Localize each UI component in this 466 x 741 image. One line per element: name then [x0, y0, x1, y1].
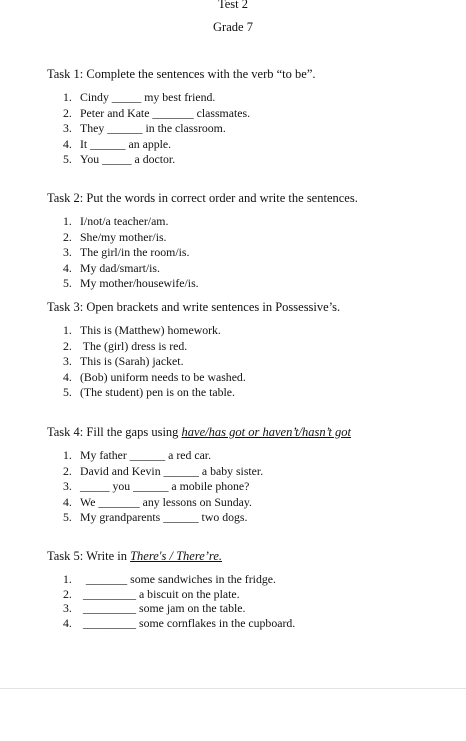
task2-list — [63, 214, 199, 292]
item-number: 1. — [63, 448, 72, 462]
item-number: 2. — [63, 105, 72, 120]
item-number: 3. — [63, 354, 72, 369]
page-divider — [0, 688, 466, 689]
item-number: 3. — [63, 601, 72, 615]
item-text: They ______ in the classroom. — [80, 121, 226, 136]
list-item — [63, 479, 263, 495]
item-text: We _______ any lessons on Sunday. — [80, 494, 252, 509]
task4-title-havent-got: haven’t/hasn’t got — [262, 425, 352, 439]
list-item — [63, 152, 250, 168]
item-text: This is (Sarah) jacket. — [80, 354, 184, 369]
item-number: 4. — [63, 494, 72, 509]
task5-list — [63, 572, 295, 630]
item-text: My dad/smart/is. — [80, 260, 160, 275]
task4-list — [63, 448, 263, 526]
item-number: 2. — [63, 586, 72, 601]
list-item — [63, 137, 250, 153]
task4-title — [47, 425, 351, 440]
list-item — [63, 106, 250, 122]
item-number: 1. — [63, 572, 72, 586]
item-text: The (girl) dress is red. — [80, 338, 188, 353]
item-number: 3. — [63, 121, 72, 136]
list-item — [63, 323, 246, 339]
item-number: 5. — [63, 276, 72, 291]
list-item — [63, 572, 295, 587]
list-item — [63, 370, 246, 386]
item-number: 4. — [63, 136, 72, 151]
list-item — [63, 121, 250, 137]
list-item — [63, 276, 199, 292]
task5-title-prefix: Task 5: Write in — [47, 549, 131, 563]
item-text: (The student) pen is on the table. — [80, 385, 235, 400]
item-text: _________ a biscuit on the plate. — [80, 586, 240, 601]
list-item — [63, 616, 295, 631]
list-item — [63, 495, 263, 511]
item-text: Peter and Kate _______ classmates. — [80, 105, 251, 120]
item-text: It ______ an apple. — [80, 136, 172, 151]
list-item — [63, 601, 295, 616]
item-text: My mother/housewife/is. — [80, 276, 199, 291]
item-number: 5. — [63, 385, 72, 400]
item-text: My grandparents ______ two dogs. — [80, 510, 248, 525]
list-item — [63, 385, 246, 401]
item-number: 4. — [63, 260, 72, 275]
task4-title-have-got: have/has got — [181, 425, 246, 439]
list-item — [63, 214, 199, 230]
item-number: 3. — [63, 479, 72, 494]
item-number: 1. — [63, 90, 72, 104]
item-text: She/my mother/is. — [80, 229, 167, 244]
list-item — [63, 339, 246, 355]
item-text: The girl/in the room/is. — [80, 245, 190, 260]
task3-list — [63, 323, 246, 401]
task5-title — [47, 549, 222, 564]
item-number: 4. — [63, 615, 72, 630]
item-number: 2. — [63, 338, 72, 353]
list-item — [63, 245, 199, 261]
test-heading: Test 2 — [217, 0, 249, 11]
item-text: _________ some jam on the table. — [80, 601, 246, 615]
item-number: 4. — [63, 369, 72, 384]
item-text: You _____ a doctor. — [80, 152, 176, 167]
item-text: Cindy _____ my best friend. — [80, 90, 216, 104]
task3-title: Task 3: Open brackets and write sentences in Possessive’s. — [47, 300, 341, 314]
list-item — [63, 90, 250, 106]
task1-title: Task 1: Complete the sentences with the verb “to be”. — [47, 67, 316, 81]
item-text: _________ some cornflakes in the cupboard. — [80, 615, 296, 630]
item-number: 3. — [63, 245, 72, 260]
item-text: My father ______ a red car. — [80, 448, 212, 462]
list-item — [63, 464, 263, 480]
item-text: (Bob) uniform needs to be washed. — [80, 369, 246, 384]
item-number: 1. — [63, 323, 72, 337]
list-item — [63, 587, 295, 602]
list-item — [63, 230, 199, 246]
list-item — [63, 261, 199, 277]
item-text: I/not/a teacher/am. — [80, 214, 169, 228]
item-number: 5. — [63, 510, 72, 525]
item-number: 2. — [63, 229, 72, 244]
item-text: This is (Matthew) homework. — [80, 323, 221, 337]
item-number: 2. — [63, 463, 72, 478]
task1-list — [63, 90, 250, 168]
item-number: 1. — [63, 214, 72, 228]
item-text: _____ you ______ a mobile phone? — [80, 479, 250, 494]
task4-title-or: or — [245, 425, 263, 439]
task5-title-theres: There's / There’re. — [130, 549, 223, 563]
list-item — [63, 354, 246, 370]
list-item — [63, 448, 263, 464]
list-item — [63, 510, 263, 526]
grade-heading: Grade 7 — [213, 20, 253, 34]
task2-title: Task 2: Put the words in correct order and write the sentences. — [47, 191, 358, 205]
task4-title-prefix: Task 4: Fill the gaps using — [47, 425, 182, 439]
item-text: David and Kevin ______ a baby sister. — [80, 463, 264, 478]
item-number: 5. — [63, 152, 72, 167]
item-text: _______ some sandwiches in the fridge. — [80, 572, 276, 586]
